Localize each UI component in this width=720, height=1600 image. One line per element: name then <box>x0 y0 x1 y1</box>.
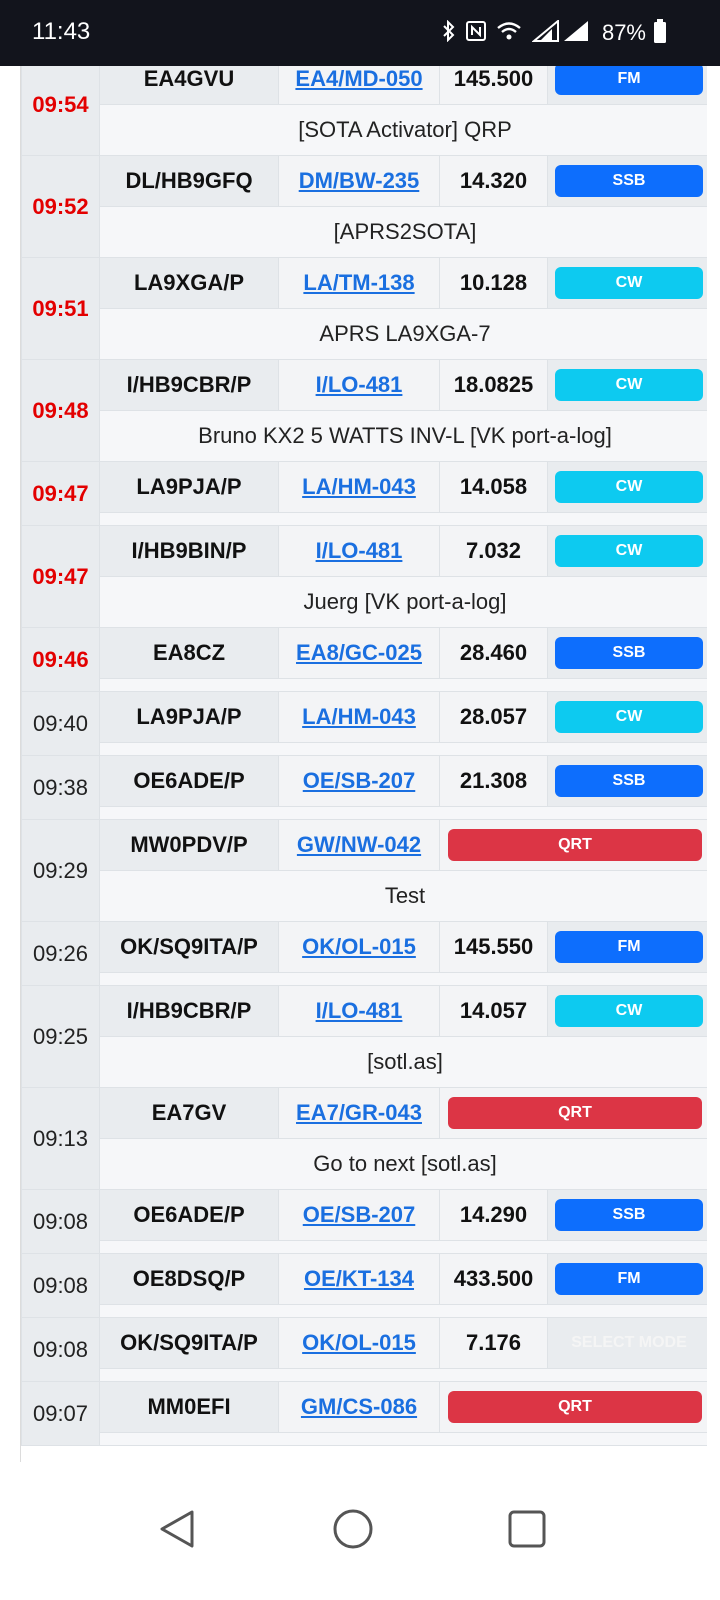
signal-icon <box>532 20 590 42</box>
mode-badge-qrt[interactable]: QRT <box>448 1097 702 1129</box>
spot-frequency: 14.320 <box>440 156 548 207</box>
status-bar <box>0 0 720 66</box>
nav-recents-icon[interactable] <box>502 1504 552 1554</box>
mode-badge-cw[interactable]: CW <box>555 369 703 401</box>
spot-time: 09:46 <box>22 628 100 692</box>
spot-callsign: LA9PJA/P <box>100 462 279 513</box>
spot-callsign: OK/SQ9ITA/P <box>100 1318 279 1369</box>
spot-comment <box>100 1433 708 1446</box>
spot-reference <box>279 66 440 105</box>
table-row <box>22 922 708 973</box>
table-row-comment <box>22 679 708 692</box>
spot-callsign: EA4GVU <box>100 66 279 105</box>
spot-mode <box>548 986 708 1037</box>
spot-comment: [sotl.as] <box>100 1037 708 1088</box>
spot-callsign: I/HB9CBR/P <box>100 986 279 1037</box>
summit-reference-link[interactable]: OE/SB-207 <box>302 768 416 793</box>
summit-reference-link[interactable]: OE/SB-207 <box>302 1202 416 1227</box>
spot-callsign: OE6ADE/P <box>100 756 279 807</box>
table-row <box>22 820 708 871</box>
spots-panel[interactable] <box>20 66 707 1462</box>
spot-reference <box>279 462 440 513</box>
table-row-comment <box>22 411 708 462</box>
summit-reference-link[interactable]: I/LO-481 <box>315 538 403 563</box>
mode-badge-cw[interactable]: CW <box>555 535 703 567</box>
spot-mode <box>548 756 708 807</box>
table-row <box>22 462 708 513</box>
spot-reference <box>279 922 440 973</box>
mode-badge-cw[interactable]: CW <box>555 701 703 733</box>
summit-reference-link[interactable]: LA/TM-138 <box>303 270 415 295</box>
spot-reference <box>279 628 440 679</box>
spot-comment <box>100 513 708 526</box>
spot-callsign: EA8CZ <box>100 628 279 679</box>
spot-callsign: I/HB9BIN/P <box>100 526 279 577</box>
spot-reference <box>279 756 440 807</box>
spot-time: 09:26 <box>22 922 100 986</box>
spot-mode <box>548 526 708 577</box>
table-row-comment <box>22 1241 708 1254</box>
table-row-comment <box>22 577 708 628</box>
spot-time: 09:40 <box>22 692 100 756</box>
spot-reference <box>279 1254 440 1305</box>
table-row <box>22 692 708 743</box>
spot-frequency: 14.058 <box>440 462 548 513</box>
spot-time: 09:38 <box>22 756 100 820</box>
spot-frequency: 14.290 <box>440 1190 548 1241</box>
table-row <box>22 526 708 577</box>
spot-mode <box>548 258 708 309</box>
spot-callsign: OE8DSQ/P <box>100 1254 279 1305</box>
table-row-comment <box>22 807 708 820</box>
spot-comment: Go to next [sotl.as] <box>100 1139 708 1190</box>
spot-mode <box>548 922 708 973</box>
summit-reference-link[interactable]: LA/HM-043 <box>302 474 416 499</box>
spot-frequency: 7.176 <box>440 1318 548 1369</box>
table-row-comment <box>22 1369 708 1382</box>
mode-badge-fm[interactable]: FM <box>555 1263 703 1295</box>
spot-reference <box>279 1088 440 1139</box>
spot-comment: Test <box>100 871 708 922</box>
navigation-bar <box>0 1462 720 1600</box>
spot-time: 09:08 <box>22 1318 100 1382</box>
table-row <box>22 986 708 1037</box>
summit-reference-link[interactable]: EA4/MD-050 <box>295 66 423 91</box>
spot-mode <box>548 360 708 411</box>
nfc-icon <box>466 21 486 41</box>
mode-badge-qrt[interactable]: QRT <box>448 829 702 861</box>
spot-time: 09:08 <box>22 1254 100 1318</box>
spot-mode <box>548 1190 708 1241</box>
status-icons <box>442 20 590 42</box>
spot-reference <box>279 526 440 577</box>
spot-frequency: 28.057 <box>440 692 548 743</box>
table-row-comment <box>22 1037 708 1088</box>
summit-reference-link[interactable]: GM/CS-086 <box>300 1394 418 1419</box>
wifi-icon <box>496 21 522 41</box>
summit-reference-link[interactable]: OE/KT-134 <box>303 1266 415 1291</box>
summit-reference-link[interactable]: GW/NW-042 <box>296 832 422 857</box>
table-row-comment <box>22 871 708 922</box>
spot-mode <box>548 1254 708 1305</box>
spot-comment <box>100 807 708 820</box>
table-row-comment <box>22 207 708 258</box>
summit-reference-link[interactable]: I/LO-481 <box>315 998 403 1023</box>
table-row-comment <box>22 743 708 756</box>
mode-badge-ssb[interactable]: SSB <box>555 637 703 669</box>
mode-badge-cw[interactable]: CW <box>555 267 703 299</box>
mode-badge-qrt[interactable]: QRT <box>448 1391 702 1423</box>
summit-reference-link[interactable]: OK/OL-015 <box>302 1330 416 1355</box>
spot-time: 09:25 <box>22 986 100 1088</box>
spot-comment <box>100 679 708 692</box>
spot-status <box>440 1088 708 1139</box>
spot-reference <box>279 1382 440 1433</box>
spot-callsign: LA9PJA/P <box>100 692 279 743</box>
table-row-comment <box>22 973 708 986</box>
spot-time: 09:54 <box>22 66 100 156</box>
spot-frequency: 433.500 <box>440 1254 548 1305</box>
spot-comment: APRS LA9XGA-7 <box>100 309 708 360</box>
summit-reference-link[interactable]: I/LO-481 <box>315 372 403 397</box>
spot-time: 09:52 <box>22 156 100 258</box>
table-row <box>22 1318 708 1369</box>
spot-time: 09:08 <box>22 1190 100 1254</box>
spot-reference <box>279 820 440 871</box>
spot-frequency: 10.128 <box>440 258 548 309</box>
spot-callsign: MW0PDV/P <box>100 820 279 871</box>
spot-frequency: 28.460 <box>440 628 548 679</box>
spot-mode <box>548 1318 708 1369</box>
table-row-comment <box>22 1433 708 1446</box>
spot-comment: [SOTA Activator] QRP <box>100 105 708 156</box>
spot-comment <box>100 1241 708 1254</box>
spot-comment: Bruno KX2 5 WATTS INV-L [VK port-a-log] <box>100 411 708 462</box>
table-row-comment <box>22 105 708 156</box>
table-row <box>22 258 708 309</box>
spot-reference <box>279 156 440 207</box>
select-mode-button[interactable]: SELECT MODE <box>571 1334 687 1351</box>
table-row <box>22 628 708 679</box>
spot-comment <box>100 743 708 756</box>
summit-reference-link[interactable]: DM/BW-235 <box>298 168 420 193</box>
spot-time: 09:29 <box>22 820 100 922</box>
spot-time: 09:51 <box>22 258 100 360</box>
table-row <box>22 756 708 807</box>
mode-badge-ssb[interactable]: SSB <box>555 1199 703 1231</box>
spot-reference <box>279 360 440 411</box>
spot-mode <box>548 628 708 679</box>
spot-callsign: DL/HB9GFQ <box>100 156 279 207</box>
nav-home-icon[interactable] <box>328 1504 378 1554</box>
spot-callsign: OK/SQ9ITA/P <box>100 922 279 973</box>
table-row <box>22 1088 708 1139</box>
battery-icon <box>654 19 666 43</box>
table-row-comment <box>22 513 708 526</box>
spot-callsign: EA7GV <box>100 1088 279 1139</box>
spot-frequency: 145.550 <box>440 922 548 973</box>
mode-badge-fm[interactable]: FM <box>555 66 703 95</box>
mode-badge-ssb[interactable]: SSB <box>555 165 703 197</box>
mode-badge-cw[interactable]: CW <box>555 995 703 1027</box>
spot-callsign: MM0EFI <box>100 1382 279 1433</box>
summit-reference-link[interactable]: EA7/GR-043 <box>296 1100 422 1125</box>
spot-comment: [APRS2SOTA] <box>100 207 708 258</box>
battery-percent: 87% <box>601 20 646 45</box>
spot-callsign: OE6ADE/P <box>100 1190 279 1241</box>
table-row-comment <box>22 1305 708 1318</box>
bluetooth-icon <box>442 20 456 42</box>
spot-comment <box>100 973 708 986</box>
spot-reference <box>279 986 440 1037</box>
spot-time: 09:13 <box>22 1088 100 1190</box>
spot-time: 09:47 <box>22 526 100 628</box>
table-row <box>22 156 708 207</box>
spot-frequency: 145.500 <box>440 66 548 105</box>
spot-status <box>440 1382 708 1433</box>
spot-status <box>440 820 708 871</box>
table-row <box>22 1382 708 1433</box>
spot-time: 09:47 <box>22 462 100 526</box>
status-time: 11:43 <box>32 18 91 45</box>
spot-frequency: 7.032 <box>440 526 548 577</box>
table-row-comment <box>22 1139 708 1190</box>
summit-reference-link[interactable]: OK/OL-015 <box>302 934 416 959</box>
spot-frequency: 14.057 <box>440 986 548 1037</box>
spot-reference <box>279 1318 440 1369</box>
spot-time: 09:48 <box>22 360 100 462</box>
table-row-comment <box>22 309 708 360</box>
spot-mode <box>548 462 708 513</box>
spot-mode <box>548 692 708 743</box>
table-row <box>22 1254 708 1305</box>
mode-badge-cw[interactable]: CW <box>555 471 703 503</box>
mode-badge-ssb[interactable]: SSB <box>555 765 703 797</box>
table-row <box>22 66 708 105</box>
table-row <box>22 1190 708 1241</box>
spot-callsign: I/HB9CBR/P <box>100 360 279 411</box>
spot-mode <box>548 156 708 207</box>
spot-frequency: 21.308 <box>440 756 548 807</box>
summit-reference-link[interactable]: EA8/GC-025 <box>296 640 422 665</box>
mode-badge-fm[interactable]: FM <box>555 931 703 963</box>
summit-reference-link[interactable]: LA/HM-043 <box>302 704 416 729</box>
spot-reference <box>279 1190 440 1241</box>
table-row <box>22 360 708 411</box>
spot-callsign: LA9XGA/P <box>100 258 279 309</box>
spot-reference <box>279 258 440 309</box>
spot-comment: Juerg [VK port-a-log] <box>100 577 708 628</box>
spot-reference <box>279 692 440 743</box>
spot-comment <box>100 1305 708 1318</box>
nav-back-icon[interactable] <box>152 1504 202 1554</box>
spots-table <box>21 66 707 1446</box>
spot-comment <box>100 1369 708 1382</box>
spot-time: 09:07 <box>22 1382 100 1446</box>
spot-frequency: 18.0825 <box>440 360 548 411</box>
spot-mode <box>548 66 708 105</box>
